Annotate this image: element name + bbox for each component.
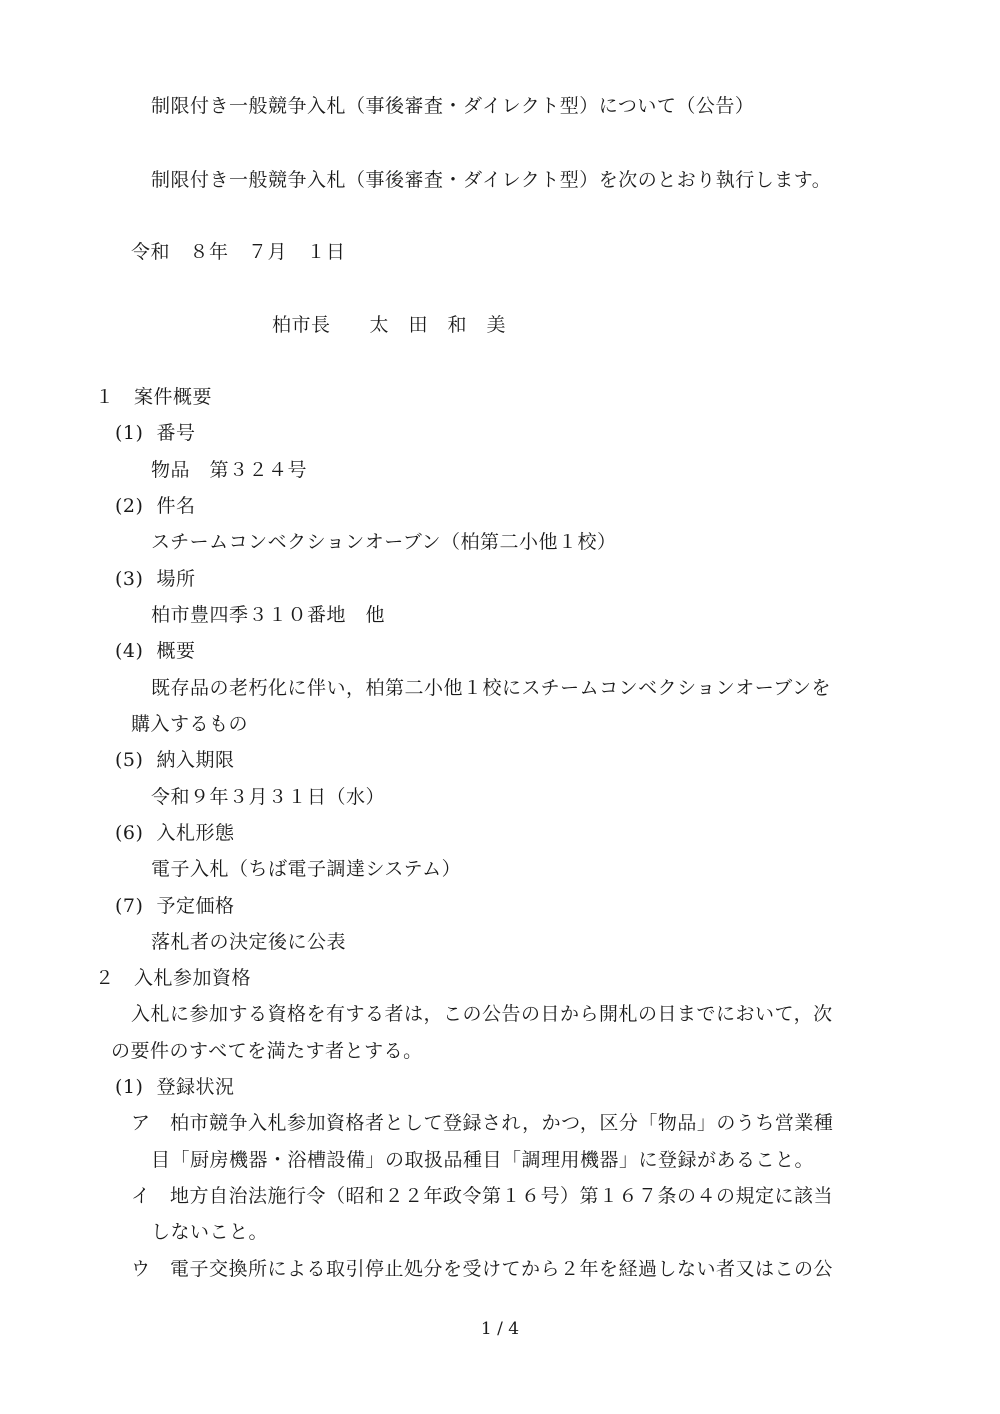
requirement-a-cont: 目「厨房機器・浴槽設備」の取扱品種目「調理用機器」に登録があること。	[151, 1149, 815, 1171]
item-label-deadline: (5) 納入期限	[115, 749, 235, 771]
eligibility-intro-cont: の要件のすべてを満たす者とする。	[111, 1040, 423, 1062]
document-title: 制限付き一般競争入札（事後審査・ダイレクト型）について（公告）	[151, 95, 755, 117]
page-number: 1 / 4	[480, 1319, 520, 1339]
requirement-i-cont: しないこと。	[151, 1221, 269, 1243]
item-label-bid-type: (6) 入札形態	[115, 822, 235, 844]
requirement-a: ア 柏市競争入札参加資格者として登録され，かつ，区分「物品」のうち営業種	[131, 1112, 834, 1134]
requirement-u: ウ 電子交換所による取引停止処分を受けてから２年を経過しない者又はこの公	[131, 1258, 834, 1280]
item-value-name: スチームコンベクションオーブン（柏第二小他１校）	[151, 531, 617, 553]
item-value-number: 物品 第３２４号	[151, 459, 308, 481]
requirement-i: イ 地方自治法施行令（昭和２２年政令第１６号）第１６７条の４の規定に該当	[131, 1185, 834, 1207]
sub-heading-registration: (1) 登録状況	[115, 1076, 235, 1098]
item-value-summary: 既存品の老朽化に伴い，柏第二小他１校にスチームコンベクションオーブンを	[151, 677, 832, 699]
item-value-price: 落札者の決定後に公表	[151, 931, 347, 953]
item-label-location: (3) 場所	[115, 568, 196, 590]
item-label-name: (2) 件名	[115, 495, 196, 517]
eligibility-intro: 入札に参加する資格を有する者は，この公告の日から開札の日までにおいて，次	[131, 1003, 833, 1025]
issuer-name: 柏市長 太 田 和 美	[272, 314, 507, 336]
section-heading-overview: １ 案件概要	[95, 386, 213, 408]
item-label-summary: (4) 概要	[115, 640, 196, 662]
intro-text: 制限付き一般競争入札（事後審査・ダイレクト型）を次のとおり執行します。	[151, 169, 832, 191]
item-label-number: (1) 番号	[115, 422, 196, 444]
section-heading-eligibility: ２ 入札参加資格	[95, 967, 252, 989]
notice-date: 令和 ８年 ７月 １日	[131, 241, 346, 263]
item-value-bid-type: 電子入札（ちば電子調達システム）	[151, 858, 462, 880]
item-label-price: (7) 予定価格	[115, 895, 235, 917]
item-value-deadline: 令和９年３月３１日（水）	[151, 786, 386, 808]
item-value-summary-cont: 購入するもの	[131, 713, 249, 735]
item-value-location: 柏市豊四季３１０番地 他	[151, 604, 386, 626]
